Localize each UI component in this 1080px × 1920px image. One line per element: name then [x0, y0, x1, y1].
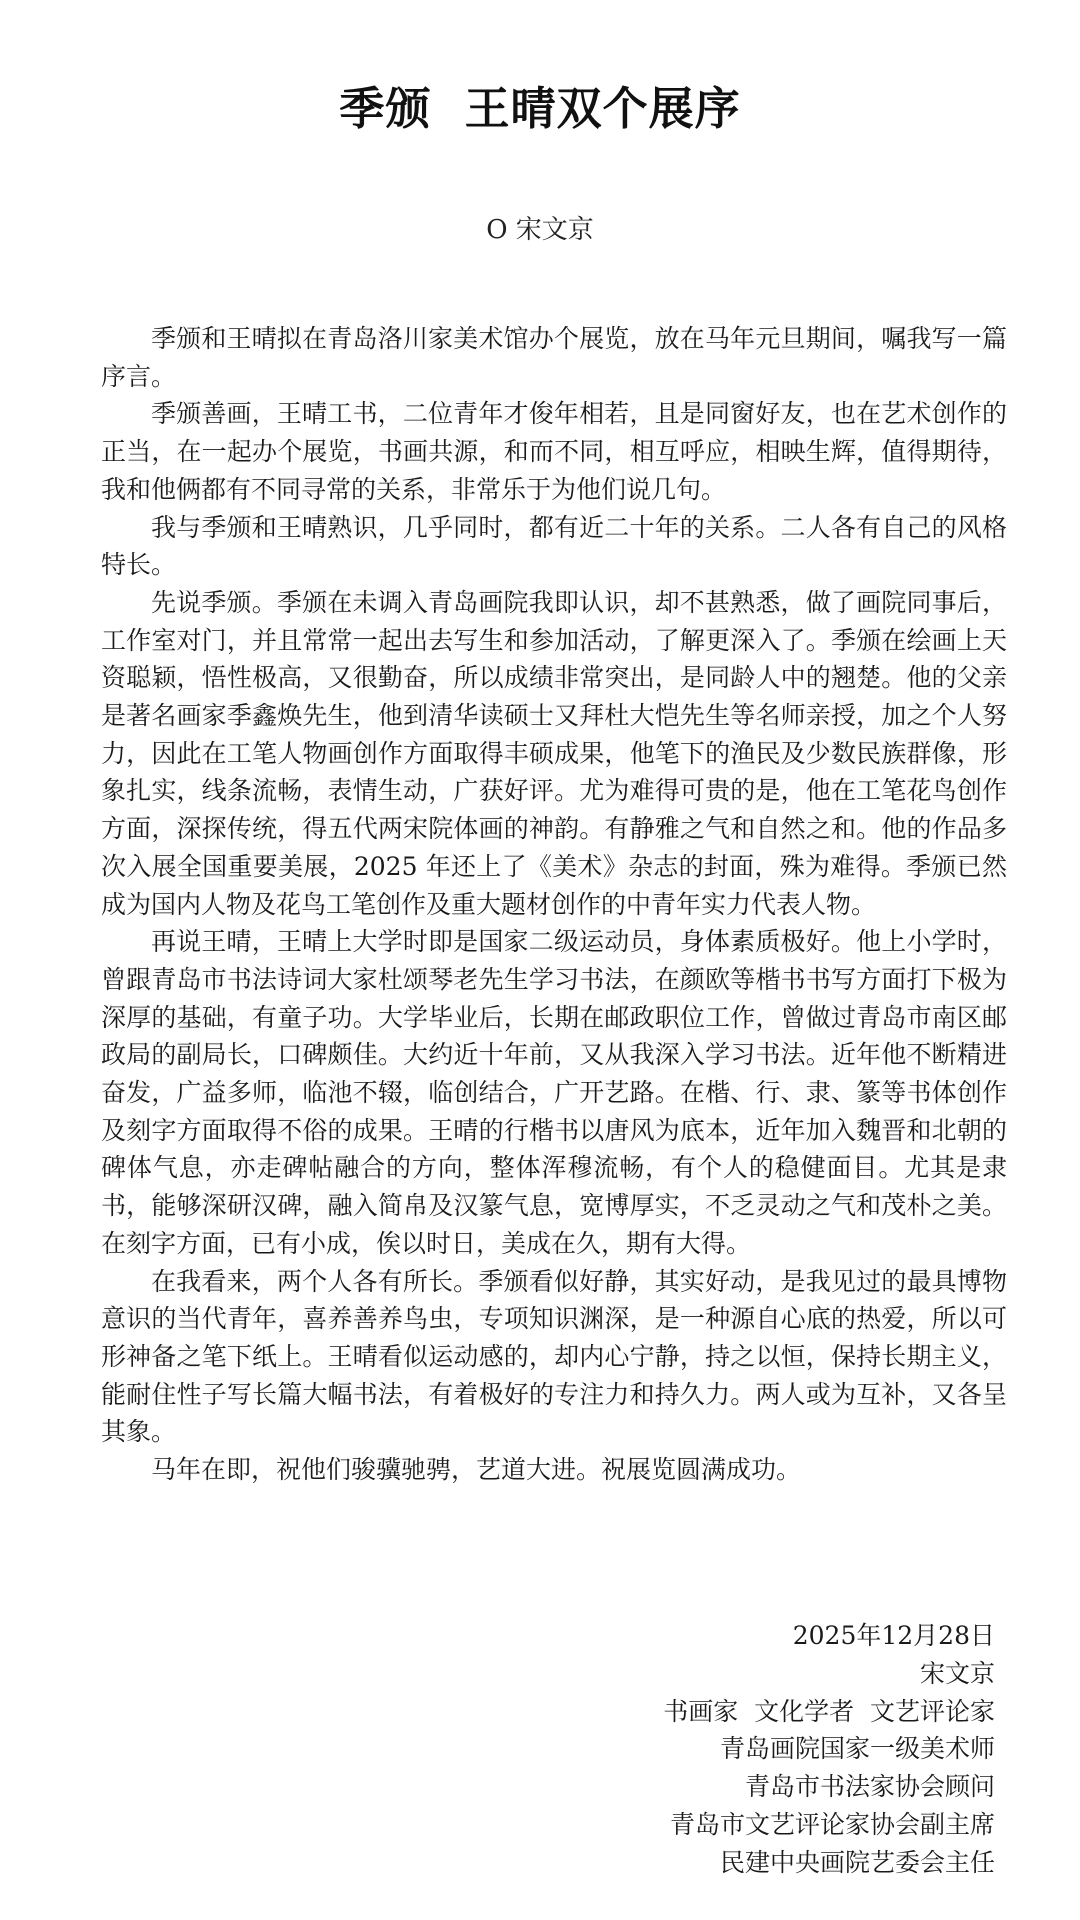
signature-title: 民建中央画院艺委会主任: [719, 1847, 995, 1877]
paragraph: 马年在即，祝他们骏骥驰骋，艺道大进。祝展览圆满成功。: [151, 1455, 802, 1485]
signature-block: [295, 1617, 995, 1882]
signature-title: 青岛市书法家协会顾问: [744, 1772, 995, 1802]
paragraph: 再说王晴，王晴上大学时即是国家二级运动员，身体素质极好。他上小学时，曾跟青岛市书法诗词大家杜颂琴老先生学习书法，在颜欧等楷书书写方面打下极为深厚的基础，有童子功。大学毕业后，长期在邮政职位工作，曾做过青岛市南区邮政局的副局长，口碑颇佳。大约近十年前，又从我深入学习书法。近年他不断精进奋发，广益多师，临池不辍，临创结合，广开艺路。在楷、行、隶、篆等书体创作及刻字方面取得不俗的成果。王晴的行楷书以唐风为底本，近年加入魏晋和北朝的碑体气息，亦走碑帖融合的方向，整体浑穆流畅，有个人的稳健面目。尤其是隶书，能够深研汉碑，融入简帛及汉篆气息，宽博厚实，不乏灵动之气和茂朴之美。在刻字方面，已有小成，俟以时日，美成在久，期有大得。: [101, 927, 1007, 1258]
signature-name: 宋文京: [919, 1658, 995, 1688]
signature-date: 2025年12月28日: [792, 1621, 995, 1650]
paragraph: 先说季颁。季颁在未调入青岛画院我即认识，却不甚熟悉，做了画院同事后，工作室对门，并且常常一起出去写生和参加活动，了解更深入了。季颁在绘画上天资聪颖，悟性极高，又很勤奋，所以成绩非常突出，是同龄人中的翘楚。他的父亲是著名画家季鑫焕先生，他到清华读硕士又拜杜大恺先生等名师亲授，加之个人努力，因此在工笔人物画创作方面取得丰硕成果，他笔下的渔民及少数民族群像，形象扎实，线条流畅，表情生动，广获好评。尤为难得可贵的是，他在工笔花鸟创作方面，深探传统，得五代两宋院体画的神韵。有静雅之气和自然之和。他的作品多次入展全国重要美展，2025 年还上了《美术》杂志的封面，殊为难得。季颁已然成为国内人物及花鸟工笔创作及重大题材创作的中青年实力代表人物。: [101, 587, 1007, 919]
paragraph: 季颁善画，王晴工书，二位青年才俊年相若，且是同窗好友，也在艺术创作的正当，在一起办个展览，书画共源，和而不同，相互呼应，相映生辉，值得期待，我和他俩都有不同寻常的关系，非常乐于为他们说几句。: [101, 399, 1007, 504]
paragraph: 在我看来，两个人各有所长。季颁看似好静，其实好动，是我见过的最具博物意识的当代青年，喜养善养鸟虫，专项知识渊深，是一种源自心底的热爱，所以可形神备之笔下纸上。王晴看似运动感的，却内心宁静，持之以恒，保持长期主义，能耐住性子写长篇大幅书法，有着极好的专注力和持久力。两人或为互补，又各呈其象。: [101, 1266, 1007, 1447]
signature-title: 青岛画院国家一级美术师: [719, 1734, 995, 1764]
paragraph: 季颁和王晴拟在青岛洛川家美术馆办个展览，放在马年元旦期间，嘱我写一篇序言。: [101, 324, 1007, 391]
document-title: 季颁 王晴双个展序: [339, 82, 741, 135]
paragraph: 我与季颁和王晴熟识，几乎同时，都有近二十年的关系。二人各有自己的风格特长。: [101, 512, 1007, 580]
signature-title: 青岛市文艺评论家协会副主席: [669, 1809, 995, 1839]
document-body: [101, 320, 1007, 1489]
author-byline: O 宋文京: [486, 215, 594, 245]
signature-title: 书画家 文化学者 文艺评论家: [663, 1696, 995, 1726]
